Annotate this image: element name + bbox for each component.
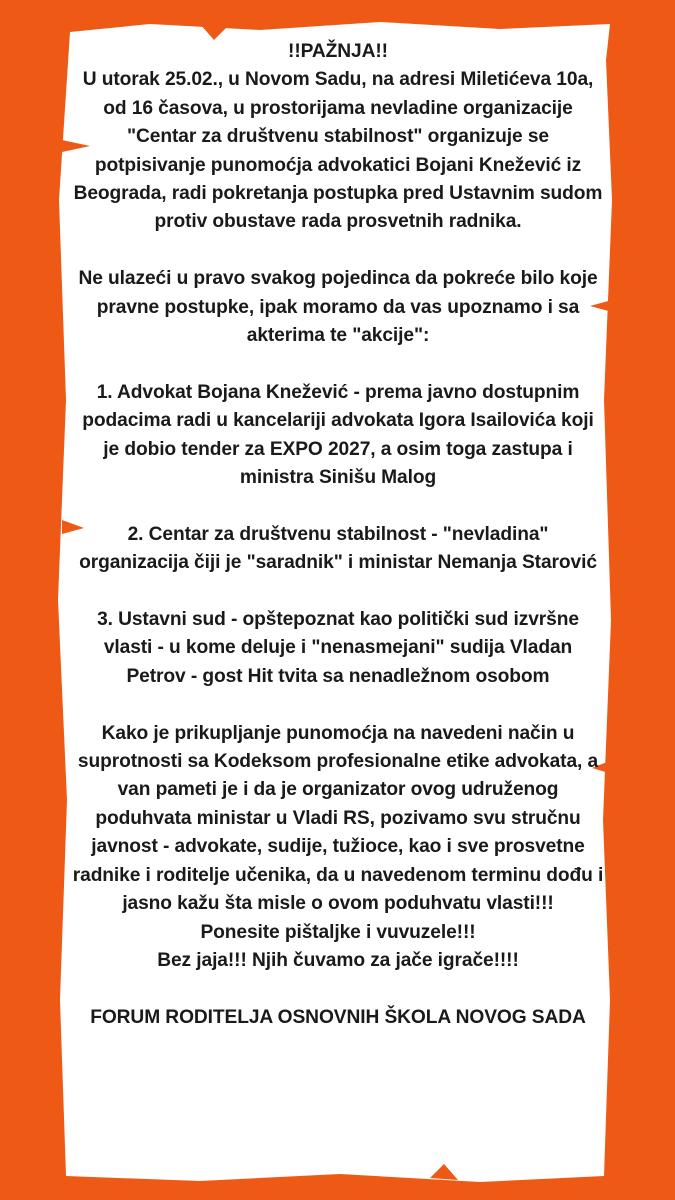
- actor-item-3: 3. Ustavni sud - opštepoznat kao politički sud izvršne vlasti - u kome deluje i "nenasmejani" sudija Vladan Petrov - gost Hit tvita sa nenadležnom osobom: [97, 609, 579, 687]
- notice-intro: U utorak 25.02., u Novom Sadu, na adresi Miletićeva 10a, od 16 časova, u prostorijama nevladine organizacije "Centar za društvenu stabilnost" organizuje se potpisivanje punomoćja advokatici Bojani Knežević iz Beograda, radi pokretanja postupka pred Ustavnim sudom protiv obustave rada prosvetnih radnika.: [73, 69, 603, 233]
- actor-item-1: 1. Advokat Bojana Knežević - prema javno dostupnim podacima radi u kancelariji advokata Igora Isailovića koji je dobio tender za EXPO 2027, a osim toga zastupa i ministra Sinišu Malog: [82, 381, 594, 489]
- eggs-line: Bez jaja!!! Njih čuvamo za jače igrače!!!!: [157, 949, 519, 971]
- actor-item-2: 2. Centar za društvenu stabilnost - "nevladina" organizacija čiji je "saradnik" i ministar Nemanja Starović: [79, 523, 597, 574]
- call-to-action: Kako je prikupljanje punomoćja na navedeni način u suprotnosti sa Kodeksom profesionalne etike advokata, a van pameti je i da je organizator ovog udruženog poduhvata ministar u Vladi RS, pozivamo svu stručnu javnost - advokate, sudije, tužioce, kao i sve prosvetne radnike i roditelje učenika, da u navedenom terminu dođu i jasno kažu šta misle o ovom poduhvatu vlasti!!!: [72, 722, 604, 915]
- notice-text: [72, 38, 604, 1032]
- notice-heading: !!PAŽNJA!!: [288, 41, 388, 62]
- notice-context: Ne ulazeći u pravo svakog pojedinca da pokreće bilo koje pravne postupke, ipak moramo da vas upoznamo i sa akterima te "akcije":: [78, 268, 598, 347]
- whistles-line: Ponesite pištaljke i vuvuzele!!!: [200, 921, 476, 943]
- signature: FORUM RODITELJA OSNOVNIH ŠKOLA NOVOG SADA: [90, 1006, 586, 1028]
